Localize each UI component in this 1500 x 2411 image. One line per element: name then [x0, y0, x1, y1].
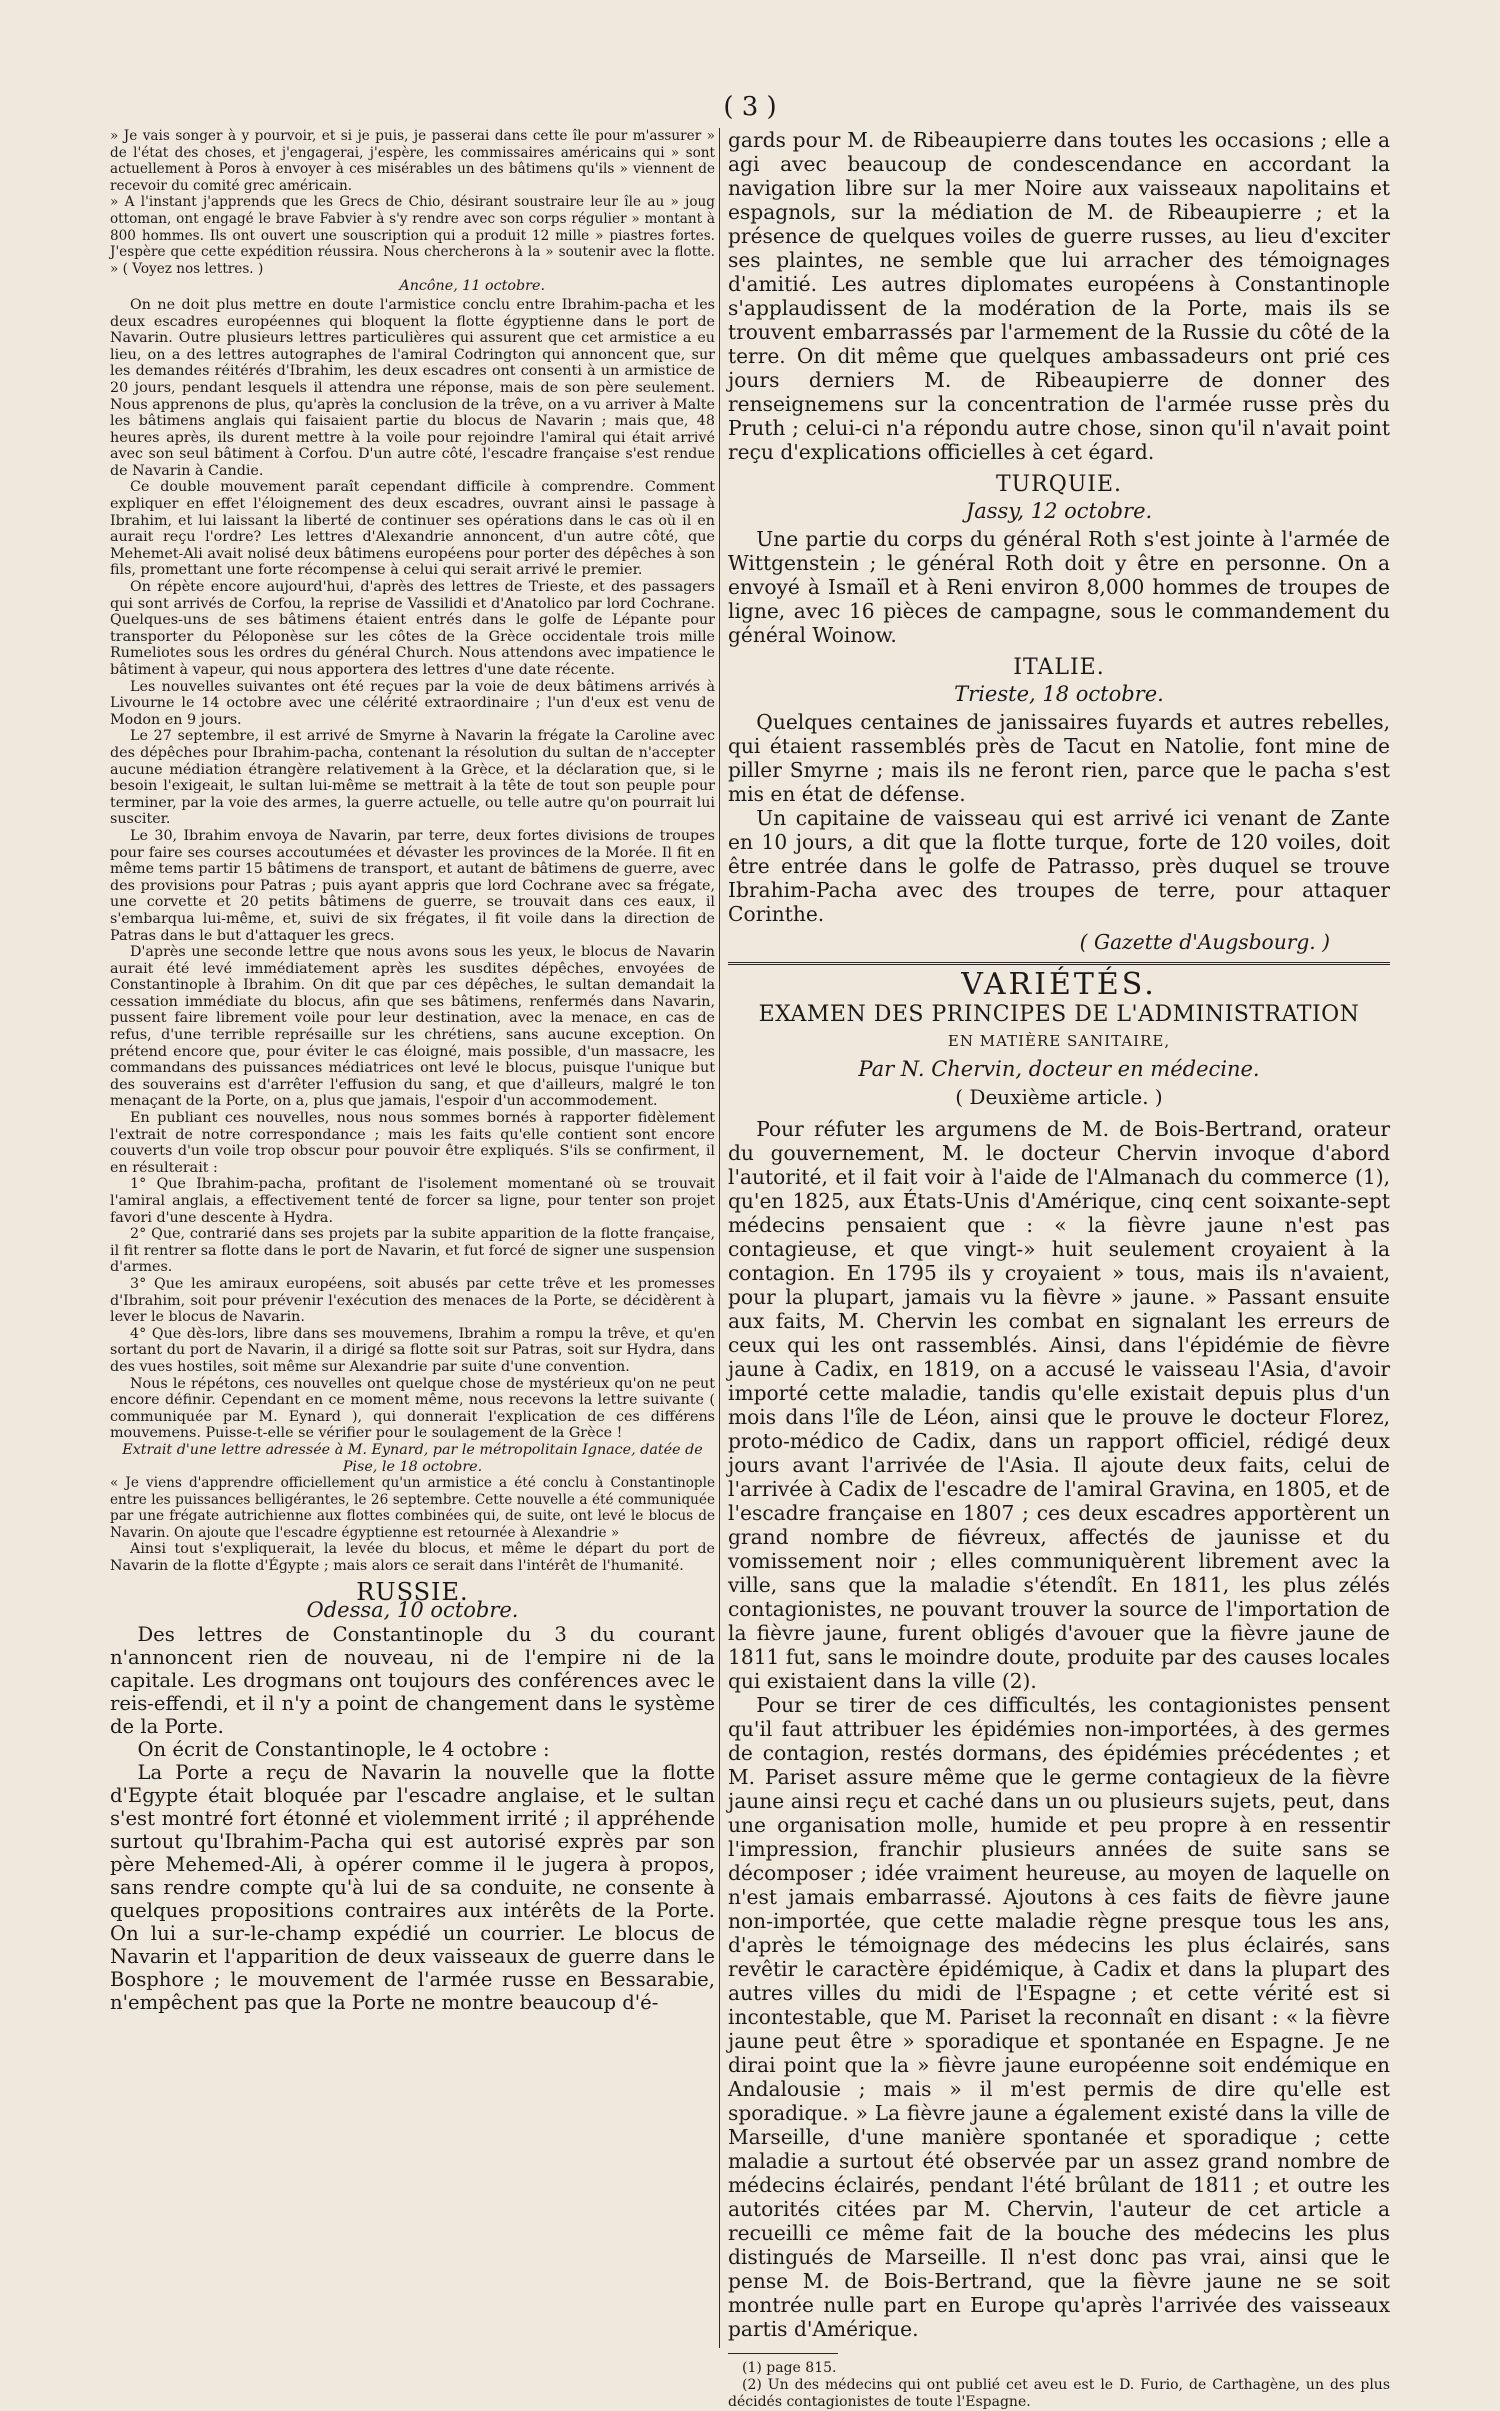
paragraph: 3° Que les amiraux européens, soit abusés par cette trêve et les promesses d'Ibrahim, soit pour prévenir l'exécution des menaces de la Porte, se décidèrent à lever le blocus de Navarin.: [110, 1275, 715, 1326]
article-part: ( Deuxième article. ): [955, 1085, 1163, 1109]
paragraph: Nous le répétons, ces nouvelles ont quelque chose de mystérieux qu'on ne peut encore définir. Cependant en ce moment même, nous recevons la lettre suivante ( communiquée par M. Eynard ), qui donnerait l'explication de ces différens mouvemens. Puisse-t-elle se vérifier pour le soulagement de la Grèce !: [110, 1375, 715, 1442]
page-number: ( 3 ): [723, 92, 777, 122]
dateline-trieste: [728, 682, 1390, 706]
paragraph: On ne doit plus mettre en doute l'armistice conclu entre Ibrahim-pacha et les deux escadres européennes qui bloquent la flotte égyptienne dans le port de Navarin. Outre plusieurs lettres particulières qui assurent que cet armistice a eu lieu, on a des lettres autographes de l'amiral Codrington qui annoncent que, sur les demandes réitérés d'Ibrahim, les deux escadres ont consenti à un armistice de 20 jours, pendant lesquels il attendra une réponse, mais de son père seulement. Nous apprenons de plus, qu'après la conclusion de la trêve, on a vu arriver à Malte les bâtimens anglais qui faisaient partie du blocus de Navarin ; mais que, 48 heures après, ils durent mettre à la voile pour rejoindre l'amiral qui était arrivé avec son seul bâtiment à Corfou. D'un autre côté, l'escadre française s'est rendue de Navarin à Candie.: [110, 296, 715, 479]
paragraph: Pour se tirer de ces difficultés, les contagionistes pensent qu'il faut attribuer les épidémies non-importées, à des germes de contagion, restés dormans, des épidémies précédentes ; et M. Pariset assure même que le germe contagieux de la fièvre jaune ainsi reçu et caché dans un ou plusieurs sujets, peut, dans une organisation molle, humide et peu propre à en ressentir l'impression, franchir plusieurs années de suite sans se décomposer ; idée vraiment heureuse, au moyen de laquelle on n'est jamais embarrassé. Ajoutons à ces faits de fièvre jaune non-importée, que cette maladie règne presque tous les ans, d'après le témoignage des médecins les plus éclairés, sans revêtir le caractère épidémique, à Cadix et dans la plupart des autres villes du midi de l'Espagne ; et cette vérité est si incontestable, que M. Pariset la reconnaît en disant : « la fièvre jaune peut être » sporadique et spontanée en Espagne. Je ne dirai point que la » fièvre jaune européenne soit endémique en Andalousie ; mais » il m'est permis de dire qu'elle est sporadique. » La fièvre jaune a également existé dans la ville de Marseille, d'une manière spontanée et sporadique ; cette maladie a surtout été observée par un assez grand nombre de médecins éclairés, pendant l'été brûlant de 1811 ; et outre les autorités citées par M. Chervin, l'auteur de cet article a recueilli ce même fait de la bouche des médecins les plus distingués de Marseille. Il n'est donc pas vrai, ainsi que le pense M. de Bois-Bertrand, que la fièvre jaune ne se soit montrée nulle part en Europe qu'après l'arrivée des vaisseaux partis d'Amérique.: [728, 1693, 1390, 2341]
varietes-heading: VARIÉTÉS.: [961, 967, 1157, 1002]
paragraph: Quelques centaines de janissaires fuyards et autres rebelles, qui étaient rassemblés près de Tacut en Natolie, font mine de piller Smyrne ; mais ils ne feront rien, parce que le pacha s'est mis en état de défense.: [728, 710, 1390, 806]
quote-paragraph: » A l'instant j'apprends que les Grecs de Chio, désirant soustraire leur île au » joug ottoman, ont engagé le brave Fabvier à s'y rendre avec son corps régulier » montant à 800 hommes. Ils ont ouvert une souscription qui a produit 12 mille » piastres fortes. J'espère que cette expédition réussira. Nous chercherons à la » soutenir avec la flotte. » ( Voyez nos lettres. ): [110, 194, 715, 277]
article-byline: Par N. Chervin, docteur en médecine.: [858, 1057, 1260, 1081]
source-credit: ( Gazette d'Augsbourg. ): [1079, 930, 1330, 954]
paragraph: Le 30, Ibrahim envoya de Navarin, par terre, deux fortes divisions de troupes pour faire ses courses accoutumées et dévaster les provinces de la Morée. Il fit en même tems partir 15 bâtimens de transport, et autant de bâtimens de guerre, avec des provisions pour Patras ; puis ayant appris que lord Cochrane avec sa frégate, une corvette et 20 petits bâtimens de guerre, se trouvait dans ces eaux, il s'embarqua lui-même, et, suivi de six frégates, il fit voile dans la direction de Patras dans le but d'attaquer les grecs.: [110, 827, 715, 944]
section-heading-italie: ITALIE.: [1013, 655, 1105, 680]
paragraph: La Porte a reçu de Navarin la nouvelle que la flotte d'Egypte était bloquée par l'escadre anglaise, et le sultan s'est montré fort étonné et violemment irrité ; il appréhende surtout qu'Ibrahim-Pacha qui est autorisé exprès par son père Mehemed-Ali, à opérer comme il le jugera à propos, sans rendre compte qu'à lui de sa conduite, ne consente à quelques propositions contraires aux intérêts de la Porte. On lui a sur-le-champ expédié un courrier. Le blocus de Navarin et l'apparition de deux vaisseaux de guerre dans le Bosphore ; le mouvement de l'armée russe en Bessarabie, n'empêchent pas que la Porte ne montre beaucoup d'é-: [110, 1760, 715, 2014]
paragraph: On écrit de Constantinople, le 4 octobre :: [137, 1737, 550, 1761]
paragraph: Un capitaine de vaisseau qui est arrivé ici venant de Zante en 10 jours, a dit que la flotte turque, forte de 120 voiles, doit être entrée dans le golfe de Patrasso, près duquel se trouve Ibrahim-Pacha avec des troupes de terre, pour attaquer Corinthe.: [728, 806, 1390, 926]
footnote-rule: [728, 2353, 838, 2354]
section-heading-russie: RUSSIE.: [356, 1577, 469, 1606]
quote-paragraph: « Je viens d'apprendre officiellement qu'un armistice a été conclu à Constantinople entre les puissances belligérantes, le 26 septembre. Cette nouvelle a été communiquée par une frégate autrichienne aux flottes combinées qui, de suite, ont levé le blocus de Navarin. On ajoute que l'escadre égyptienne est retournée à Alexandrie »: [110, 1475, 715, 1541]
quote-paragraph: » Je vais songer à y pourvoir, et si je puis, je passerai dans cette île pour m'assurer » de l'état des choses, et j'engagerai, j'espère, les commissaires américains qui » sont actuellement à Poros à envoyer à ces misérables un des bâtimens qu'ils » viennent de recevoir du comité grec américain.: [110, 128, 715, 194]
paragraph: 1° Que Ibrahim-pacha, profitant de l'isolement momentané où se trouvait l'amiral anglais, a effectivement tenté de forcer sa ligne, pour tenter son projet favori d'une descente à Hydra.: [110, 1176, 715, 1226]
paragraph: Le 27 septembre, il est arrivé de Smyrne à Navarin la frégate la Caroline avec des dépêches pour Ibrahim-pacha, contenant la résolution du sultan de n'accepter aucune médiation étrangère relativement à la Grèce, et la déclaration que, si le besoin l'exigeait, le sultan lui-même se mettrait à la tête de tout son peuple pour terminer, par la voie des armes, la guerre actuelle, ou telle autre qu'on pourrait lui susciter.: [110, 728, 715, 828]
article-subtitle: EN MATIÈRE SANITAIRE,: [947, 1032, 1171, 1050]
dateline-odessa: [110, 1598, 715, 1623]
section-separator: [728, 962, 1390, 965]
paragraph: En publiant ces nouvelles, nous nous sommes bornés à rapporter fidèlement l'extrait de notre correspondance ; mais les faits qu'elle contient sont encore couverts d'un voile trop obscur pour pouvoir être expliqués. S'ils se confirment, il en résulterait :: [110, 1110, 715, 1176]
paragraph: On répète encore aujourd'hui, d'après des lettres de Trieste, et des passagers qui sont arrivés de Corfou, la reprise de Vassilidi et d'Anatolico par lord Cochrane. Quelques-uns de ses bâtimens étaient entrés dans le golfe de Lépante pour transporter du Péloponèse sur les côtes de la Grèce occidentale trois mille Rumeliotes sous les ordres du général Church. Nous attendons avec impatience le bâtiment à vapeur, qui nous apportera des lettres d'une date récente.: [110, 579, 715, 678]
footnote: (1) page 815.: [742, 2360, 837, 2376]
paragraph: 2° Que, contrarié dans ses projets par la subite apparition de la flotte française, il fit rentrer sa flotte dans le port de Navarin, et fut forcé de signer une suspension d'armes.: [110, 1226, 715, 1276]
extrait-heading: Extrait d'une lettre adressée à M. Eynard, par le métropolitain Ignace, datée de Pise, le 18 octobre.: [122, 1441, 703, 1475]
paragraph: Ainsi tout s'expliquerait, la levée du blocus, et même le départ du port de Navarin de la flotte d'Égypte ; mais alors ce serait dans l'intérêt de l'humanité.: [110, 1541, 715, 1575]
right-column: [728, 128, 1390, 2411]
left-column: [110, 128, 715, 2014]
paragraph: 4° Que dès-lors, libre dans ses mouvemens, Ibrahim a rompu la trêve, et qu'en sortant du port de Navarin, il a dirigé sa flotte soit sur Patras, soit sur Hydra, dans des vues hostiles, soit même sur Alexandrie par suite d'une convention.: [110, 1325, 715, 1375]
dateline-odessa-text: Odessa, 10 octobre.: [306, 1598, 519, 1623]
dateline-trieste-text: Trieste, 18 octobre.: [954, 682, 1164, 706]
footnote: (2) Un des médecins qui ont publié cet aveu est le D. Furio, de Carthagène, un des plus décidés contagionistes de toute l'Espagne.: [728, 2377, 1390, 2410]
paragraph: Les nouvelles suivantes ont été reçues par la voie de deux bâtimens arrivés à Livourne le 14 octobre avec une célérité extraordinaire ; l'un d'eux est venu de Modon en 9 jours.: [110, 678, 715, 728]
column-divider: [719, 128, 720, 2348]
section-heading-turquie: TURQUIE.: [995, 472, 1123, 497]
paragraph: D'après une seconde lettre que nous avons sous les yeux, le blocus de Navarin aurait été levé immédiatement après les susdites dépêches, envoyées de Constantinople à Ibrahim. On dit que par ces dépêches, le sultan demandait la cessation immédiate du blocus, afin que ses bâtimens, renfermés dans Navarin, pussent faire librement voile pour leur destination, avec la menace, en cas de refus, d'une terrible représaille sur les chrétiens, sans aucune exception. On prétend encore que, pour éviter le cas éloigné, mais possible, d'un massacre, les commandans des puissances médiatrices ont levé le blocus, puisque l'unique but des souverains est d'arrêter l'effusion du sang, et que d'ailleurs, malgré le ton menaçant de la Porte, on a, plus que jamais, l'espoir d'un accommodement.: [110, 944, 715, 1110]
paragraph: Des lettres de Constantinople du 3 du courant n'annoncent rien de nouveau, ni de l'empire ni de la capitale. Les drogmans ont toujours des conférences avec le reis-effendi, et il n'y a point de changement dans le système de la Porte.: [110, 1622, 715, 1738]
dateline-jassy-text: Jassy, 12 octobre.: [965, 499, 1153, 523]
dateline-jassy: [728, 499, 1390, 523]
dateline-ancone: Ancône, 11 octobre.: [399, 278, 545, 295]
paragraph: Une partie du corps du général Roth s'est jointe à l'armée de Wittgenstein ; le général Roth doit y être en personne. On a envoyé à Ismaïl et à Reni environ 8,000 hommes de troupes de ligne, avec 16 pièces de campagne, sous le commandement du général Woinow.: [728, 527, 1390, 647]
paragraph: Pour réfuter les argumens de M. de Bois-Bertrand, orateur du gouvernement, M. le docteur Chervin invoque d'abord l'autorité, et il fait voir à l'aide de l'Almanach du commerce (1), qu'en 1825, aux États-Unis d'Amérique, cinq cent soixante-sept médecins pensaient que : « la fièvre jaune n'est pas contagieuse, et que vingt-» huit seulement croyaient à la contagion. En 1795 ils y croyaient » tous, mais ils n'avaient, pour la plupart, jamais vu la fièvre » jaune. » Passant ensuite aux faits, M. Chervin les combat en signalant les erreurs de ceux qui les ont rassemblés. Ainsi, dans l'épidémie de fièvre jaune à Cadix, en 1819, on a accusé le vaisseau l'Asia, d'avoir importé cette maladie, tandis qu'elle existait depuis plus d'un mois dans l'île de Léon, ainsi que le prouve le docteur Florez, proto-médico de Cadix, dans un rapport officiel, rédigé deux jours avant l'arrivée de l'Asia. Il ajoute deux faits, celui de l'arrivée à Cadix de l'escadre de l'amiral Gravina, en 1805, et de l'escadre française en 1807 ; ces deux escadres apportèrent un grand nombre de fiévreux, affectés de jaunisse et du vomissement noir ; elles communiquèrent librement avec la ville, sans que la maladie s'étendît. En 1811, les plus zélés contagionistes, ne pouvant trouver la source de l'importation de la fièvre jaune, furent obligés d'avouer que la fièvre jaune de 1811 fut, sans le moindre doute, produite par des causes locales qui existaient dans la ville (2).: [728, 1117, 1390, 1693]
article-title: EXAMEN DES PRINCIPES DE L'ADMINISTRATION: [758, 1002, 1360, 1027]
paragraph: Ce double mouvement paraît cependant difficile à comprendre. Comment expliquer en effet l'éloignement des deux escadres, ouvrant ainsi le passage à Ibrahim, et lui laissant la liberté de continuer ses opérations dans le cas où il en aurait reçu l'ordre? Les lettres d'Alexandrie annoncent, d'un autre côté, que Mehemet-Ali avait nolisé deux bâtimens européens pour porter des dépêches à son fils, promettant une forte récompense à celui qui serait arrivé le premier.: [110, 479, 715, 579]
paragraph: gards pour M. de Ribeaupierre dans toutes les occasions ; elle a agi avec beaucoup de condescendance en accordant la navigation libre sur la mer Noire aux vaisseaux napolitains et espagnols, sur la médiation de M. de Ribeaupierre ; et la présence de quelques voiles de guerre russes, au lieu d'exciter ses plaintes, ne semble que lui arracher des témoignages d'amitié. Les autres diplomates européens à Constantinople s'applaudissent de la modération de la Porte, mais ils se trouvent embarrassés par l'armement de la Russie du côté de la terre. On dit même que quelques ambassadeurs ont prié ces jours derniers M. de Ribeaupierre de donner des renseignemens sur la concentration de l'armée russe près du Pruth ; celui-ci n'a répondu autre chose, sinon qu'il n'avait point reçu d'explications officielles à cet égard.: [728, 128, 1390, 464]
